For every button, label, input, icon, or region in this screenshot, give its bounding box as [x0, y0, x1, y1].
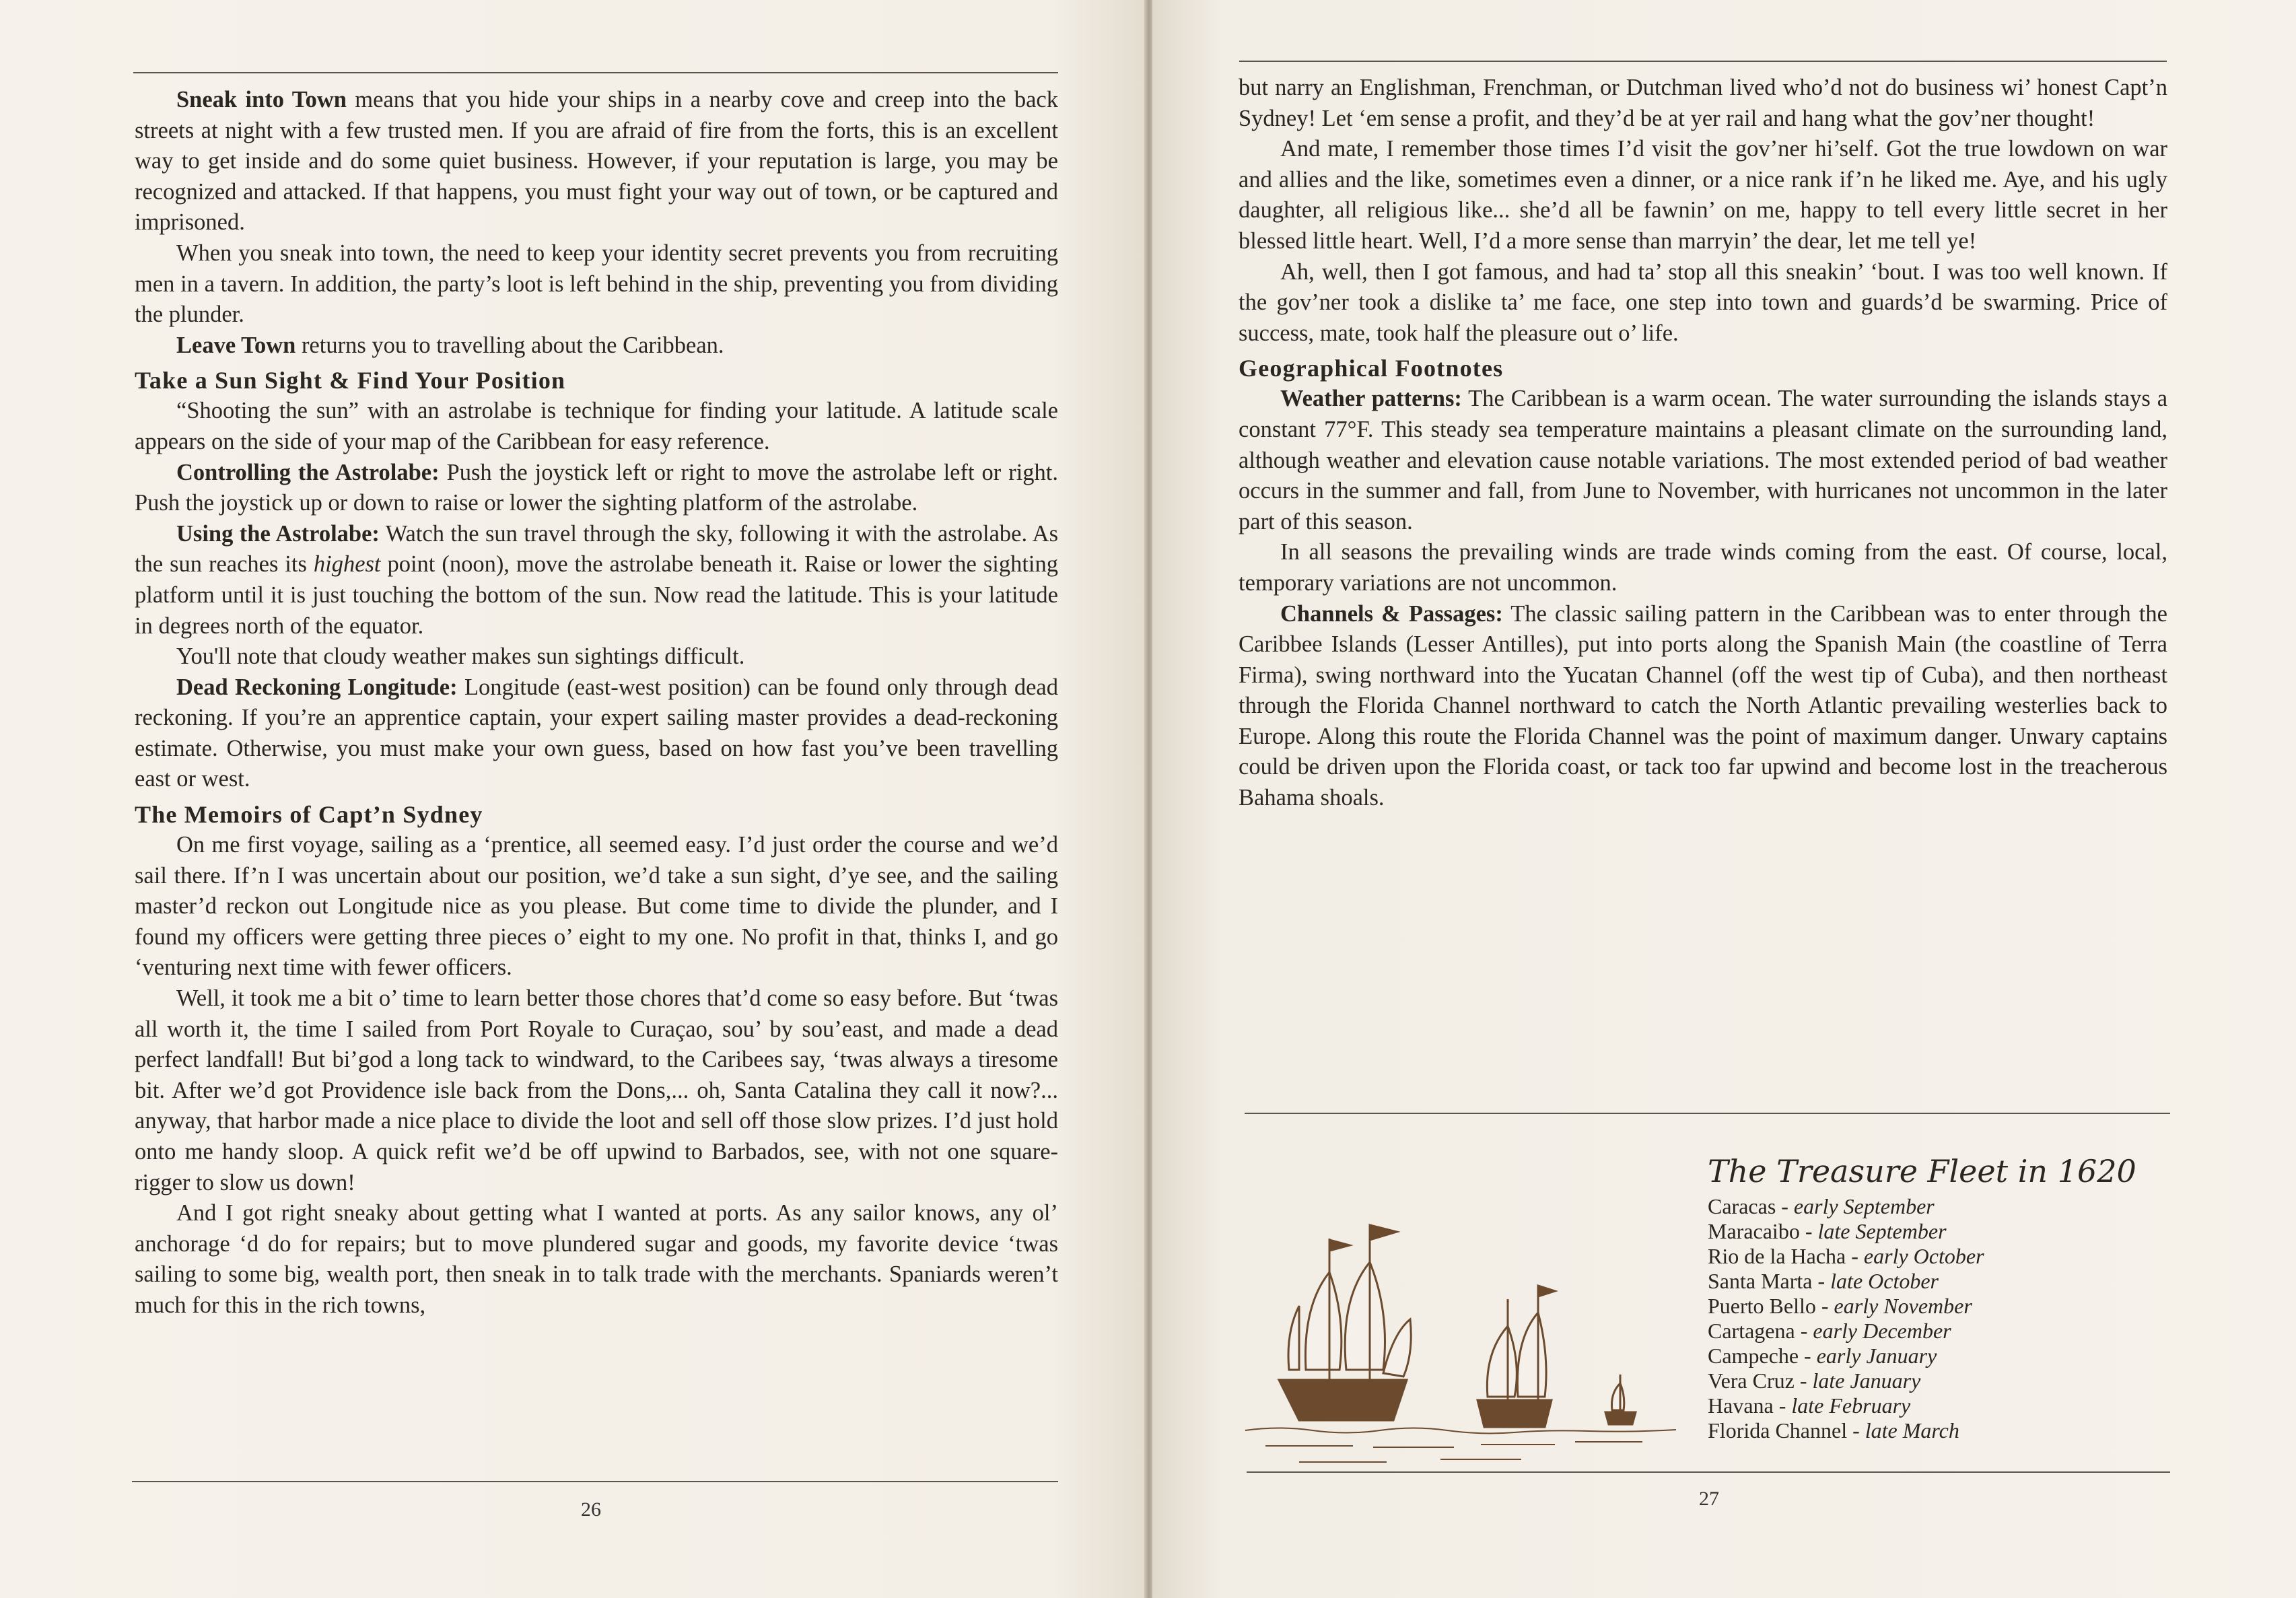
treasure-fleet-list: [1708, 1194, 2192, 1443]
left-paragraph: Well, it took me a bit o’ time to learn better those chores that’d come so easy before. But ‘twas all worth it, the time I sailed from Port Royale to Curaçao, sou’ by sou’east, and made a dead perfect landfall! But bi’god a long tack to windward, to the Caribees say, ‘twas always a tiresome bit. After we’d got Providence isle back from the Dons,... oh, Santa Catalina they call it now?... anyway, that harbor made a nice place to divide the loot and sell off those slow prizes. I’d just hold onto me handy sloop. A quick refit we’d be off upwind to Barbados, see, with not one square-rigger to slow us down!: [135, 985, 1058, 1195]
left-paragraph-lead: Controlling the Astrolabe:: [176, 459, 440, 485]
fleet-port: Havana -: [1708, 1393, 1792, 1418]
treasure-fleet-item: [1708, 1344, 2192, 1368]
right-heading: Geographical Footnotes: [1239, 355, 1504, 382]
right-paragraph: Channels & Passages: The classic sailing pattern in the Caribbean was to enter through the Caribbee Islands (Lesser Antilles), put into ports along the Spanish Main (the coastline of Terra Firma), swing northward into the Yucatan Channel (off the west tip of Cuba), and then northeast through the Florida Channel northward to catch the North Atlantic prevailing westerlies back to Europe. Along this route the Florida Channel was the point of maximum danger. Unwary captains could be driven upon the Florida coast, or tack too far upwind and become lost in the treacherous Bahama shoals.: [1239, 600, 2167, 811]
fleet-arrival: early September: [1793, 1194, 1935, 1218]
left-paragraph-lead: Sneak into Town: [176, 87, 347, 112]
treasure-fleet-item: [1708, 1393, 2192, 1418]
left-paragraph: Using the Astrolabe: Watch the sun travel through the sky, following it with the astrolabe. As the sun reaches its highest point (noon), move the astrolabe beneath it. Raise or lower the sighting platform until it is just touching the bottom of the sun. Now read the latitude. This is your latitude in degrees north of the equator.: [135, 520, 1058, 639]
left-paragraph: You'll note that cloudy weather makes sun sightings difficult.: [176, 644, 745, 670]
fleet-port: Campeche -: [1708, 1344, 1817, 1368]
fleet-arrival: early January: [1816, 1344, 1937, 1368]
treasure-fleet-item: [1708, 1244, 2192, 1269]
fleet-arrival: early December: [1813, 1319, 1951, 1343]
treasure-fleet-item: [1708, 1319, 2192, 1344]
fleet-arrival: early November: [1834, 1294, 1972, 1318]
fleet-port: Santa Marta -: [1708, 1269, 1831, 1293]
right-paragraph: Weather patterns: The Caribbean is a warm ocean. The water surrounding the islands stays a constant 77°F. This steady sea temperature maintains a pleasant climate on the surrounding land, although weather and elevation cause notable variations. The most extended period of bad weather occurs in the summer and fall, from June to November, with hurricanes not uncommon in the later part of this season.: [1239, 386, 2168, 534]
left-paragraph: When you sneak into town, the need to keep your identity secret prevents you from recruiting men in a tavern. In addition, the party’s loot is left behind in the ship, preventing you from dividing the plunder.: [135, 240, 1058, 328]
left-paragraph: Leave Town returns you to travelling about the Caribbean.: [176, 332, 724, 358]
left-heading: Take a Sun Sight & Find Your Position: [135, 367, 566, 394]
right-top-rule: [1239, 61, 2167, 62]
right-paragraph: Ah, well, then I got famous, and had ta’ stop all this sneakin’ ‘bout. I was too well known. If the gov’ner took a dislike ta’ me face, one step into town and guards’d be swarming. Price of success, mate, took half the pleasure out o’ life.: [1239, 258, 2167, 346]
right-paragraph-lead: Channels & Passages:: [1280, 600, 1503, 627]
page-number-left: 26: [581, 1498, 601, 1521]
fleet-arrival: late September: [1817, 1219, 1947, 1243]
treasure-fleet-item: [1708, 1219, 2192, 1244]
fleet-port: Vera Cruz -: [1708, 1368, 1813, 1393]
left-paragraph: Sneak into Town means that you hide your ships in a nearby cove and creep into the back streets at night with a few trusted men. If you are afraid of fire from the forts, this is an excellent way to get inside and do some quiet business. However, if your reputation is large, you may be recognized and attacked. If that happens, you must fight your way out of town, or be captured and imprisoned.: [135, 87, 1058, 236]
fleet-port: Maracaibo -: [1708, 1219, 1818, 1243]
sailing-ships-illustration: [1239, 1198, 1683, 1481]
fleet-port: Cartagena -: [1708, 1319, 1813, 1343]
left-paragraph: On me first voyage, sailing as a ‘prentice, all seemed easy. I’d just order the course and we’d sail there. If’n I was uncertain about our position, we’d take a sun sight, d’ye see, and the sailing master’d reckon out Longitude nice as you please. But come time to divide the plunder, and I found my officers were getting three pieces o’ eight to my one. No profit in that, thinks I, and go ‘venturing next time with fewer officers.: [135, 832, 1058, 981]
left-page: [0, 0, 1146, 1598]
left-paragraph-lead: Dead Reckoning Longitude:: [176, 674, 458, 700]
treasure-fleet-item: [1708, 1194, 2192, 1219]
fleet-arrival: late October: [1830, 1269, 1939, 1293]
fleet-arrival: early October: [1863, 1244, 1984, 1268]
right-paragraph: And mate, I remember those times I’d visit the gov’ner hi’self. Got the true lowdown on war and allies and the like, sometimes even a dinner, or a nice rank if’n he liked me. Aye, and his ugly daughter, all religious like... she’d all be fawnin’ on me, happy to tell every little secret in her blessed little heart. Well, I’d a more sense than marryin’ the dear, let me tell ye!: [1239, 136, 2167, 254]
treasure-fleet-box: [1708, 1151, 2192, 1443]
treasure-fleet-item: [1708, 1294, 2192, 1319]
fleet-port: Rio de la Hacha -: [1708, 1244, 1864, 1268]
left-paragraph: “Shooting the sun” with an astrolabe is technique for finding your latitude. A latitude scale appears on the side of your map of the Caribbean for easy reference.: [135, 398, 1058, 454]
right-paragraph: but narry an Englishman, Frenchman, or Dutchman lived who’d not do business wi’ honest Capt’n Sydney! Let ‘em sense a profit, and they’d be at yer rail and hang what the gov’ner thought!: [1239, 75, 2167, 131]
fleet-port: Florida Channel -: [1708, 1418, 1865, 1443]
left-paragraph-lead: Leave Town: [176, 332, 296, 358]
treasure-fleet-item: [1708, 1269, 2192, 1294]
fleet-arrival: late February: [1791, 1393, 1911, 1418]
left-paragraph-lead: Using the Astrolabe:: [176, 520, 380, 547]
left-emphasis: highest: [313, 551, 381, 578]
fleet-arrival: late January: [1812, 1368, 1921, 1393]
right-mid-rule: [1245, 1113, 2170, 1114]
treasure-fleet-item: [1708, 1418, 2192, 1443]
fleet-port: Caracas -: [1708, 1194, 1794, 1218]
left-paragraph: And I got right sneaky about getting what I wanted at ports. As any sailor knows, any ol’ anchorage ‘d do for repairs; but to move plundered sugar and goods, my favorite device ‘twas sailing to some big, wealth port, then sneak in to talk trade with the merchants. Spaniards weren’t much for this in the rich towns,: [135, 1200, 1058, 1318]
treasure-fleet-item: [1708, 1368, 2192, 1393]
fleet-port: Puerto Bello -: [1708, 1294, 1834, 1318]
left-top-rule: [133, 72, 1058, 73]
left-heading: The Memoirs of Capt’n Sydney: [135, 801, 483, 829]
left-paragraph: Controlling the Astrolabe: Push the joystick left or right to move the astrolabe left or right. Push the joystick up or down to raise or lower the sighting platform of the astrolabe.: [135, 459, 1058, 516]
page-number-right: 27: [1699, 1488, 1719, 1510]
right-column-text: [1239, 73, 2167, 814]
left-column-text: [135, 85, 1058, 1321]
right-paragraph-lead: Weather patterns:: [1280, 386, 1462, 412]
fleet-arrival: late March: [1865, 1418, 1959, 1443]
right-paragraph: In all seasons the prevailing winds are trade winds coming from the east. Of course, local, temporary variations are not uncommon.: [1239, 539, 2167, 596]
treasure-fleet-title: The Treasure Fleet in 1620: [1708, 1153, 2136, 1189]
left-bottom-rule: [132, 1481, 1058, 1482]
left-paragraph: Dead Reckoning Longitude: Longitude (east-west position) can be found only through dead reckoning. If you’re an apprentice captain, your expert sailing master provides a dead-reckoning estimate. Otherwise, you must make your own guess, based on how fast you’ve been travelling east or west.: [135, 674, 1058, 792]
